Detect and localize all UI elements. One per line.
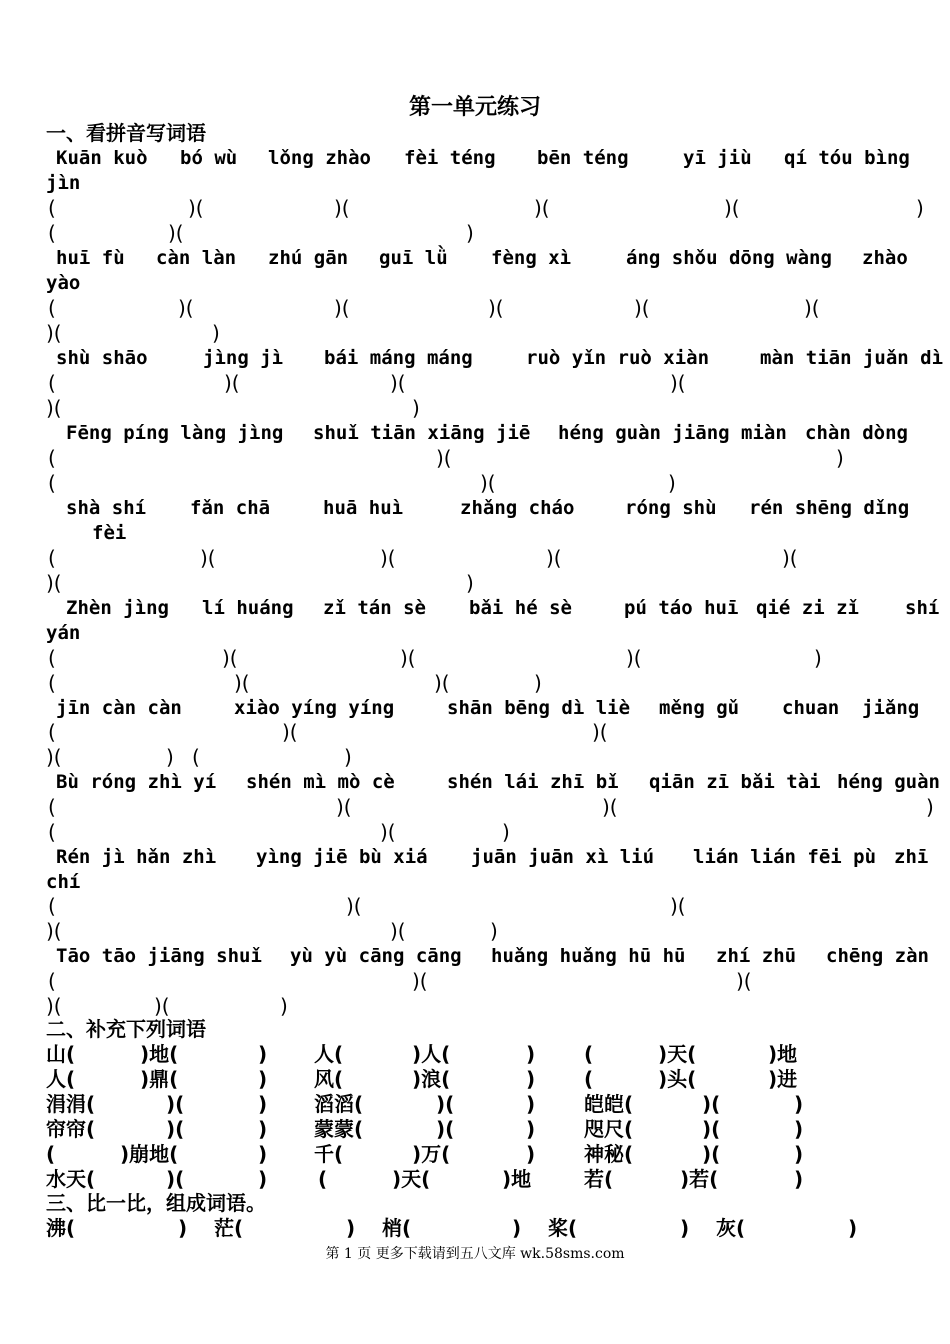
pinyin-word: fèi téng — [404, 147, 496, 169]
idiom-fragment[interactable]: ) — [794, 1167, 804, 1191]
idiom-fragment[interactable]: 风( — [314, 1067, 344, 1091]
answer-bracket[interactable]: )( — [390, 919, 406, 943]
pinyin-word: chí — [46, 871, 81, 893]
answer-bracket[interactable]: )( — [200, 546, 216, 570]
answer-bracket[interactable]: ) — [836, 446, 844, 470]
compare-word[interactable]: ) — [178, 1216, 188, 1240]
answer-bracket[interactable]: ) — [926, 795, 934, 819]
idiom-fragment[interactable]: ) — [526, 1117, 536, 1141]
answer-bracket[interactable]: )( — [178, 296, 194, 320]
answer-bracket[interactable]: )( — [534, 196, 550, 220]
pinyin-word: yù yù cāng cāng — [290, 945, 462, 967]
answer-bracket[interactable]: ( — [48, 795, 56, 819]
answer-bracket[interactable]: ) — [466, 221, 474, 245]
answer-bracket[interactable]: )( — [736, 969, 752, 993]
pinyin-word: Fēng píng làng jìng — [66, 422, 284, 444]
answer-bracket[interactable]: )( — [400, 646, 416, 670]
answer-bracket[interactable]: )( — [46, 321, 62, 345]
answer-bracket[interactable]: )( — [434, 671, 450, 695]
answer-bracket[interactable]: ) — [280, 994, 288, 1018]
pinyin-word: shān bēng dì liè — [447, 697, 631, 719]
idiom-fragment[interactable]: )万( — [412, 1142, 451, 1166]
idiom-fragment[interactable]: )( — [436, 1117, 455, 1141]
pinyin-word: lǒng zhào — [268, 147, 371, 169]
pinyin-word: juān juān xì liú — [471, 846, 655, 868]
answer-bracket[interactable]: ( — [48, 671, 56, 695]
pinyin-word: zhǎng cháo — [460, 497, 575, 519]
answer-bracket[interactable]: )( — [670, 371, 686, 395]
idiom-fragment[interactable]: ) — [258, 1042, 268, 1066]
answer-bracket[interactable]: ( — [48, 646, 56, 670]
answer-bracket[interactable]: )( — [46, 919, 62, 943]
idiom-fragment[interactable]: ) — [258, 1117, 268, 1141]
pinyin-word: bái máng máng — [324, 347, 473, 369]
pinyin-word: bó wù — [180, 147, 238, 169]
idiom-fragment[interactable]: )( — [166, 1167, 185, 1191]
idiom-fragment[interactable]: )崩地( — [120, 1142, 179, 1166]
compare-word[interactable]: 沸( — [46, 1216, 76, 1240]
pinyin-word: qiān zī bǎi tài — [649, 771, 821, 793]
idiom-fragment[interactable]: )( — [166, 1117, 185, 1141]
pinyin-word: huī fù — [56, 247, 125, 269]
idiom-fragment[interactable]: 帘帘( — [46, 1117, 96, 1141]
answer-bracket[interactable]: ) — [412, 396, 420, 420]
pinyin-word: Tāo tāo jiāng shuǐ — [56, 945, 262, 967]
pinyin-word: héng guàn jiāng miàn — [558, 422, 787, 444]
pinyin-word: zhī — [894, 846, 929, 868]
idiom-fragment[interactable]: ) — [526, 1067, 536, 1091]
pinyin-word: jīn càn càn — [56, 697, 182, 719]
answer-bracket[interactable]: ( — [48, 471, 56, 495]
pinyin-word: bǎi hé sè — [469, 597, 572, 619]
pinyin-word: zhào — [862, 247, 908, 269]
pinyin-word: jìng jì — [203, 347, 284, 369]
pinyin-word: shén lái zhī bǐ — [447, 771, 619, 793]
pinyin-word: guī lǜ — [379, 247, 448, 269]
answer-bracket[interactable]: )( — [188, 196, 204, 220]
answer-bracket[interactable]: )( — [436, 446, 452, 470]
idiom-fragment[interactable]: ) — [258, 1067, 268, 1091]
answer-bracket[interactable]: )( — [346, 894, 362, 918]
answer-bracket[interactable]: )( — [634, 296, 650, 320]
idiom-fragment[interactable]: ( — [584, 1042, 594, 1066]
answer-bracket[interactable]: )( — [380, 820, 396, 844]
idiom-fragment[interactable]: 咫尺( — [584, 1117, 634, 1141]
idiom-fragment[interactable]: )( — [702, 1117, 721, 1141]
idiom-fragment[interactable]: ( — [46, 1142, 56, 1166]
answer-bracket[interactable]: )( — [154, 994, 170, 1018]
answer-bracket[interactable]: )( — [488, 296, 504, 320]
pinyin-word: chàn dòng — [805, 422, 908, 444]
pinyin-word: zhí zhū — [716, 945, 797, 967]
pinyin-word: héng guàn — [837, 771, 940, 793]
pinyin-word: měng gǔ — [659, 697, 740, 719]
pinyin-word: fǎn chā — [190, 497, 271, 519]
answer-bracket[interactable]: ( — [192, 745, 200, 769]
answer-bracket[interactable]: )( — [224, 371, 240, 395]
answer-bracket[interactable]: )( — [412, 969, 428, 993]
idiom-fragment[interactable]: ( — [584, 1067, 594, 1091]
idiom-fragment[interactable]: 皑皑( — [584, 1092, 634, 1116]
idiom-fragment[interactable]: ) — [526, 1042, 536, 1066]
compare-word[interactable]: 桨( — [548, 1216, 578, 1240]
pinyin-word: Bù róng zhì yí — [56, 771, 217, 793]
answer-bracket[interactable]: )( — [480, 471, 496, 495]
pinyin-word: chuan — [782, 697, 840, 719]
answer-bracket[interactable]: )( — [602, 795, 618, 819]
idiom-fragment[interactable]: )地 — [768, 1042, 798, 1066]
pinyin-word: ruò yǐn ruò xiàn — [526, 347, 710, 369]
idiom-fragment[interactable]: )( — [436, 1092, 455, 1116]
answer-bracket[interactable]: )( — [380, 546, 396, 570]
pinyin-word: màn tiān juǎn dì — [760, 347, 944, 369]
pinyin-word: yìng jiē bù xiá — [256, 846, 428, 868]
idiom-fragment[interactable]: ) — [794, 1092, 804, 1116]
compare-word[interactable]: 梢( — [382, 1216, 412, 1240]
idiom-fragment[interactable]: )地( — [140, 1042, 179, 1066]
compare-word[interactable]: ) — [848, 1216, 858, 1240]
idiom-fragment[interactable]: )天( — [658, 1042, 697, 1066]
idiom-fragment[interactable]: )( — [702, 1092, 721, 1116]
idiom-fragment[interactable]: )进 — [768, 1067, 798, 1091]
idiom-fragment[interactable]: 千( — [314, 1142, 344, 1166]
answer-bracket[interactable]: ( — [48, 820, 56, 844]
answer-bracket[interactable]: )( — [334, 196, 350, 220]
pinyin-word: fèng xì — [491, 247, 572, 269]
answer-bracket[interactable]: ( — [48, 969, 56, 993]
answer-bracket[interactable]: ) — [166, 745, 174, 769]
answer-bracket[interactable]: )( — [46, 571, 62, 595]
section-1-heading: 一、看拼音写词语 — [46, 121, 206, 145]
idiom-fragment[interactable]: 滔滔( — [314, 1092, 364, 1116]
idiom-fragment[interactable]: )浪( — [412, 1067, 451, 1091]
answer-bracket[interactable]: )( — [546, 546, 562, 570]
idiom-fragment[interactable]: ) — [526, 1142, 536, 1166]
pinyin-word: shí — [905, 597, 940, 619]
answer-bracket[interactable]: ) — [916, 196, 924, 220]
pinyin-word: jìn — [46, 172, 81, 194]
answer-bracket[interactable]: )( — [336, 795, 352, 819]
answer-bracket[interactable]: )( — [390, 371, 406, 395]
pinyin-word: fèi — [92, 522, 127, 544]
pinyin-word: Kuān kuò — [56, 147, 148, 169]
idiom-fragment[interactable]: )人( — [412, 1042, 451, 1066]
answer-bracket[interactable]: ) — [502, 820, 510, 844]
pinyin-word: Rén jì hǎn zhì — [56, 846, 217, 868]
idiom-fragment[interactable]: 涓涓( — [46, 1092, 96, 1116]
idiom-fragment[interactable]: ( — [318, 1167, 328, 1191]
answer-bracket[interactable]: ( — [48, 446, 56, 470]
idiom-fragment[interactable]: 人( — [314, 1042, 344, 1066]
answer-bracket[interactable]: ( — [48, 196, 56, 220]
idiom-fragment[interactable]: ) — [258, 1142, 268, 1166]
idiom-fragment[interactable]: )若( — [680, 1167, 719, 1191]
idiom-fragment[interactable]: ) — [526, 1092, 536, 1116]
answer-bracket[interactable]: )( — [46, 745, 62, 769]
answer-bracket[interactable]: )( — [592, 720, 608, 744]
answer-bracket[interactable]: ) — [534, 671, 542, 695]
answer-bracket[interactable]: )( — [46, 396, 62, 420]
section-2-heading: 二、补充下列词语 — [46, 1017, 206, 1041]
pinyin-word: zhú gān — [268, 247, 349, 269]
answer-bracket[interactable]: ( — [48, 894, 56, 918]
page-footer: 第 1 页 更多下载请到五八文库 wk.58sms.com — [325, 1246, 625, 1262]
pinyin-word: lián lián fēi pù — [693, 846, 877, 868]
idiom-fragment[interactable]: )( — [702, 1142, 721, 1166]
pinyin-word: qí tóu bìng — [784, 147, 910, 169]
pinyin-word: chēng zàn — [826, 945, 929, 967]
pinyin-word: càn làn — [156, 247, 237, 269]
section-3-heading: 三、比一比，组成词语。 — [46, 1191, 266, 1215]
answer-bracket[interactable]: ) — [490, 919, 498, 943]
answer-bracket[interactable]: ( — [48, 296, 56, 320]
pinyin-word: xiào yíng yíng — [234, 697, 395, 719]
pinyin-word: Zhèn jìng — [66, 597, 169, 619]
answer-bracket[interactable]: )( — [724, 196, 740, 220]
answer-bracket[interactable]: )( — [282, 720, 298, 744]
answer-bracket[interactable]: )( — [670, 894, 686, 918]
pinyin-word: lí huáng — [202, 597, 294, 619]
answer-bracket[interactable]: ) — [668, 471, 676, 495]
answer-bracket[interactable]: ( — [48, 221, 56, 245]
pinyin-word: bēn téng — [537, 147, 629, 169]
answer-bracket[interactable]: ) — [344, 745, 352, 769]
pinyin-word: róng shù — [625, 497, 717, 519]
pinyin-word: yào — [46, 272, 81, 294]
pinyin-word: zǐ tán sè — [323, 597, 426, 619]
idiom-fragment[interactable]: )地 — [502, 1167, 532, 1191]
idiom-fragment[interactable]: 山( — [46, 1042, 76, 1066]
idiom-fragment[interactable]: )( — [166, 1092, 185, 1116]
compare-word[interactable]: ) — [346, 1216, 356, 1240]
answer-bracket[interactable]: )( — [46, 994, 62, 1018]
idiom-fragment[interactable]: )天( — [392, 1167, 431, 1191]
idiom-fragment[interactable]: 蒙蒙( — [314, 1117, 364, 1141]
answer-bracket[interactable]: )( — [334, 296, 350, 320]
pinyin-word: qié zi zǐ — [756, 597, 859, 619]
idiom-fragment[interactable]: 人( — [46, 1067, 76, 1091]
idiom-fragment[interactable]: 水天( — [46, 1167, 96, 1191]
pinyin-word: huǎng huǎng hū hū — [491, 945, 686, 967]
answer-bracket[interactable]: )( — [782, 546, 798, 570]
idiom-fragment[interactable]: 神秘( — [584, 1142, 634, 1166]
compare-word[interactable]: 茫( — [214, 1216, 244, 1240]
pinyin-word: pú táo huī — [624, 597, 739, 619]
answer-bracket[interactable]: ) — [466, 571, 474, 595]
idiom-fragment[interactable]: ) — [258, 1092, 268, 1116]
pinyin-word: yán — [46, 622, 81, 644]
compare-word[interactable]: ) — [680, 1216, 690, 1240]
answer-bracket[interactable]: )( — [234, 671, 250, 695]
pinyin-word: shuǐ tiān xiāng jiē — [313, 422, 531, 444]
pinyin-word: shà shí — [66, 497, 147, 519]
pinyin-word: áng shǒu dōng wàng — [626, 247, 832, 269]
answer-bracket[interactable]: ( — [48, 371, 56, 395]
pinyin-word: shén mì mò cè — [246, 771, 395, 793]
compare-word[interactable]: ) — [512, 1216, 522, 1240]
idiom-fragment[interactable]: ) — [258, 1167, 268, 1191]
idiom-fragment[interactable]: )头( — [658, 1067, 697, 1091]
answer-bracket[interactable]: ( — [48, 546, 56, 570]
answer-bracket[interactable]: ( — [48, 720, 56, 744]
answer-bracket[interactable]: )( — [222, 646, 238, 670]
answer-bracket[interactable]: )( — [626, 646, 642, 670]
answer-bracket[interactable]: ) — [814, 646, 822, 670]
pinyin-word: jiǎng — [862, 697, 920, 719]
idiom-fragment[interactable]: 若( — [584, 1167, 614, 1191]
page-title: 第一单元练习 — [408, 95, 541, 120]
idiom-fragment[interactable]: ) — [794, 1117, 804, 1141]
answer-bracket[interactable]: ) — [212, 321, 220, 345]
answer-bracket[interactable]: )( — [804, 296, 820, 320]
idiom-fragment[interactable]: ) — [794, 1142, 804, 1166]
pinyin-word: huā huì — [323, 497, 404, 519]
pinyin-word: rén shēng dǐng — [749, 497, 910, 519]
pinyin-word: shù shāo — [56, 347, 148, 369]
pinyin-word: yī jiù — [683, 147, 752, 169]
idiom-fragment[interactable]: )鼎( — [140, 1067, 179, 1091]
answer-bracket[interactable]: )( — [168, 221, 184, 245]
compare-word[interactable]: 灰( — [716, 1216, 746, 1240]
